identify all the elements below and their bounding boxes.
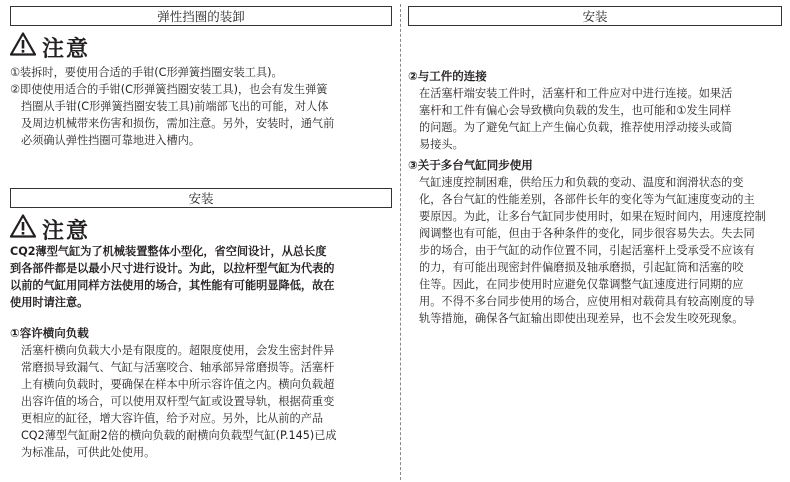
right-column (408, 6, 782, 327)
body-line: 上有横向负载时，要确保在样本中所示容许值之内。横向负载超 (21, 378, 335, 391)
sync-use-heading: ③关于多台气缸同步使用 (408, 158, 533, 172)
column-divider (400, 4, 401, 480)
note-line: ②即使使用适合的手钳(C形弹簧挡圈安装工具)，也会有发生弹簧 (10, 83, 328, 96)
body-line: 常磨损导致漏气、气缸与活塞咬合、轴承部异常磨损等。活塞杆 (21, 361, 335, 374)
intro-line: CQ2薄型气缸为了机械装置整体小型化，省空间设计，从总长度 (10, 245, 327, 258)
lateral-load-text (10, 342, 392, 461)
sync-use-text (408, 174, 782, 327)
body-line: 出容许值的场合，可以使用双杆型气缸或设置导轨，根据荷重变 (21, 395, 335, 408)
body-line: 的力，有可能出现密封件偏磨损及轴承磨损，引起缸筒和活塞的咬 (419, 261, 744, 274)
warning-triangle-icon (10, 32, 42, 62)
body-line: 用。不得不多台同步使用的场合，应使用相对载荷具有较高刚度的导 (419, 295, 755, 308)
body-line: 要原因。为此，让多台气缸同步使用时，如果在短时间内，用速度控制 (419, 210, 766, 223)
body-line: 住等。因此，在同步使用时应避免仅靠调整气缸速度进行同期的应 (419, 278, 744, 291)
note-line: ①装拆时，要使用合适的手钳(C形弹簧挡圈安装工具)。 (10, 66, 283, 79)
body-line: 气缸速度控制困难，供给压力和负载的变动、温度和润滑状态的变 (419, 176, 744, 189)
installation-intro (10, 243, 392, 311)
caution-label: 注意 (42, 218, 91, 244)
body-line: 步的场合，由于气缸的动作位置不同，引起活塞杆上受承受不应该有 (419, 244, 755, 257)
caution-label: 注意 (42, 36, 91, 62)
retaining-ring-notes (10, 64, 392, 149)
section-title-retaining-ring: 弹性挡圈的装卸 (10, 6, 392, 26)
warning-triangle-icon (10, 214, 42, 244)
body-line: 在活塞杆端安装工件时，活塞杆和工件应对中进行连接。如果活 (419, 87, 733, 100)
intro-line: 到各部件都是以最小尺寸进行设计。为此，以拉杆型气缸为代表的 (10, 262, 335, 275)
left-column (10, 6, 392, 461)
workpiece-connection-text (408, 85, 782, 153)
body-line: 轨等措施，确保各气缸输出即使出现差异，也不会发生咬死现象。 (419, 312, 744, 325)
body-line: 的问题。为了避免气缸上产生偏心负载，推荐使用浮动接头或简 (419, 121, 733, 134)
section-title-installation: 安装 (10, 188, 392, 208)
intro-line: 以前的气缸用同样方法使用的场合，其性能有可能明显降低，故在 (10, 279, 335, 292)
lateral-load-heading: ①容许横向负载 (10, 326, 89, 340)
body-line: 化，各台气缸的性能差别，各部件长年的变化等为气缸速度变动的主 (419, 193, 755, 206)
intro-line: 使用时请注意。 (10, 296, 89, 309)
body-line: 阀调整也有可能，但由于各种条件的变化，同步很容易失去。失去同 (419, 227, 755, 240)
body-line: 塞杆和工件有偏心会导致横向负载的发生，也可能和①发生同样 (419, 104, 732, 117)
note-line: 及周边机械带来伤害和损伤，需加注意。另外，安装时，通气前 (21, 117, 335, 130)
caution-heading (10, 216, 392, 242)
body-line: 为标准品，可供此处使用。 (21, 446, 156, 459)
body-line: 易接头。 (419, 138, 464, 151)
body-line: CQ2薄型气缸耐2倍的横向负载的耐横向负载型气缸(P.145)已成 (21, 429, 337, 442)
section-title-installation-right: 安装 (408, 6, 782, 26)
workpiece-connection-heading: ②与工件的连接 (408, 69, 487, 83)
body-line: 更相应的缸径，增大容许值，给予对应。另外，比从前的产品 (21, 412, 324, 425)
note-line: 必须确认弹性挡圈可靠地进入槽内。 (21, 134, 201, 147)
body-line: 活塞杆横向负载大小是有限度的。超限度使用，会发生密封件异 (21, 344, 335, 357)
caution-heading (10, 34, 392, 60)
note-line: 挡圈从手钳(C形弹簧挡圈安装工具)前端部飞出的可能，对人体 (21, 100, 329, 113)
